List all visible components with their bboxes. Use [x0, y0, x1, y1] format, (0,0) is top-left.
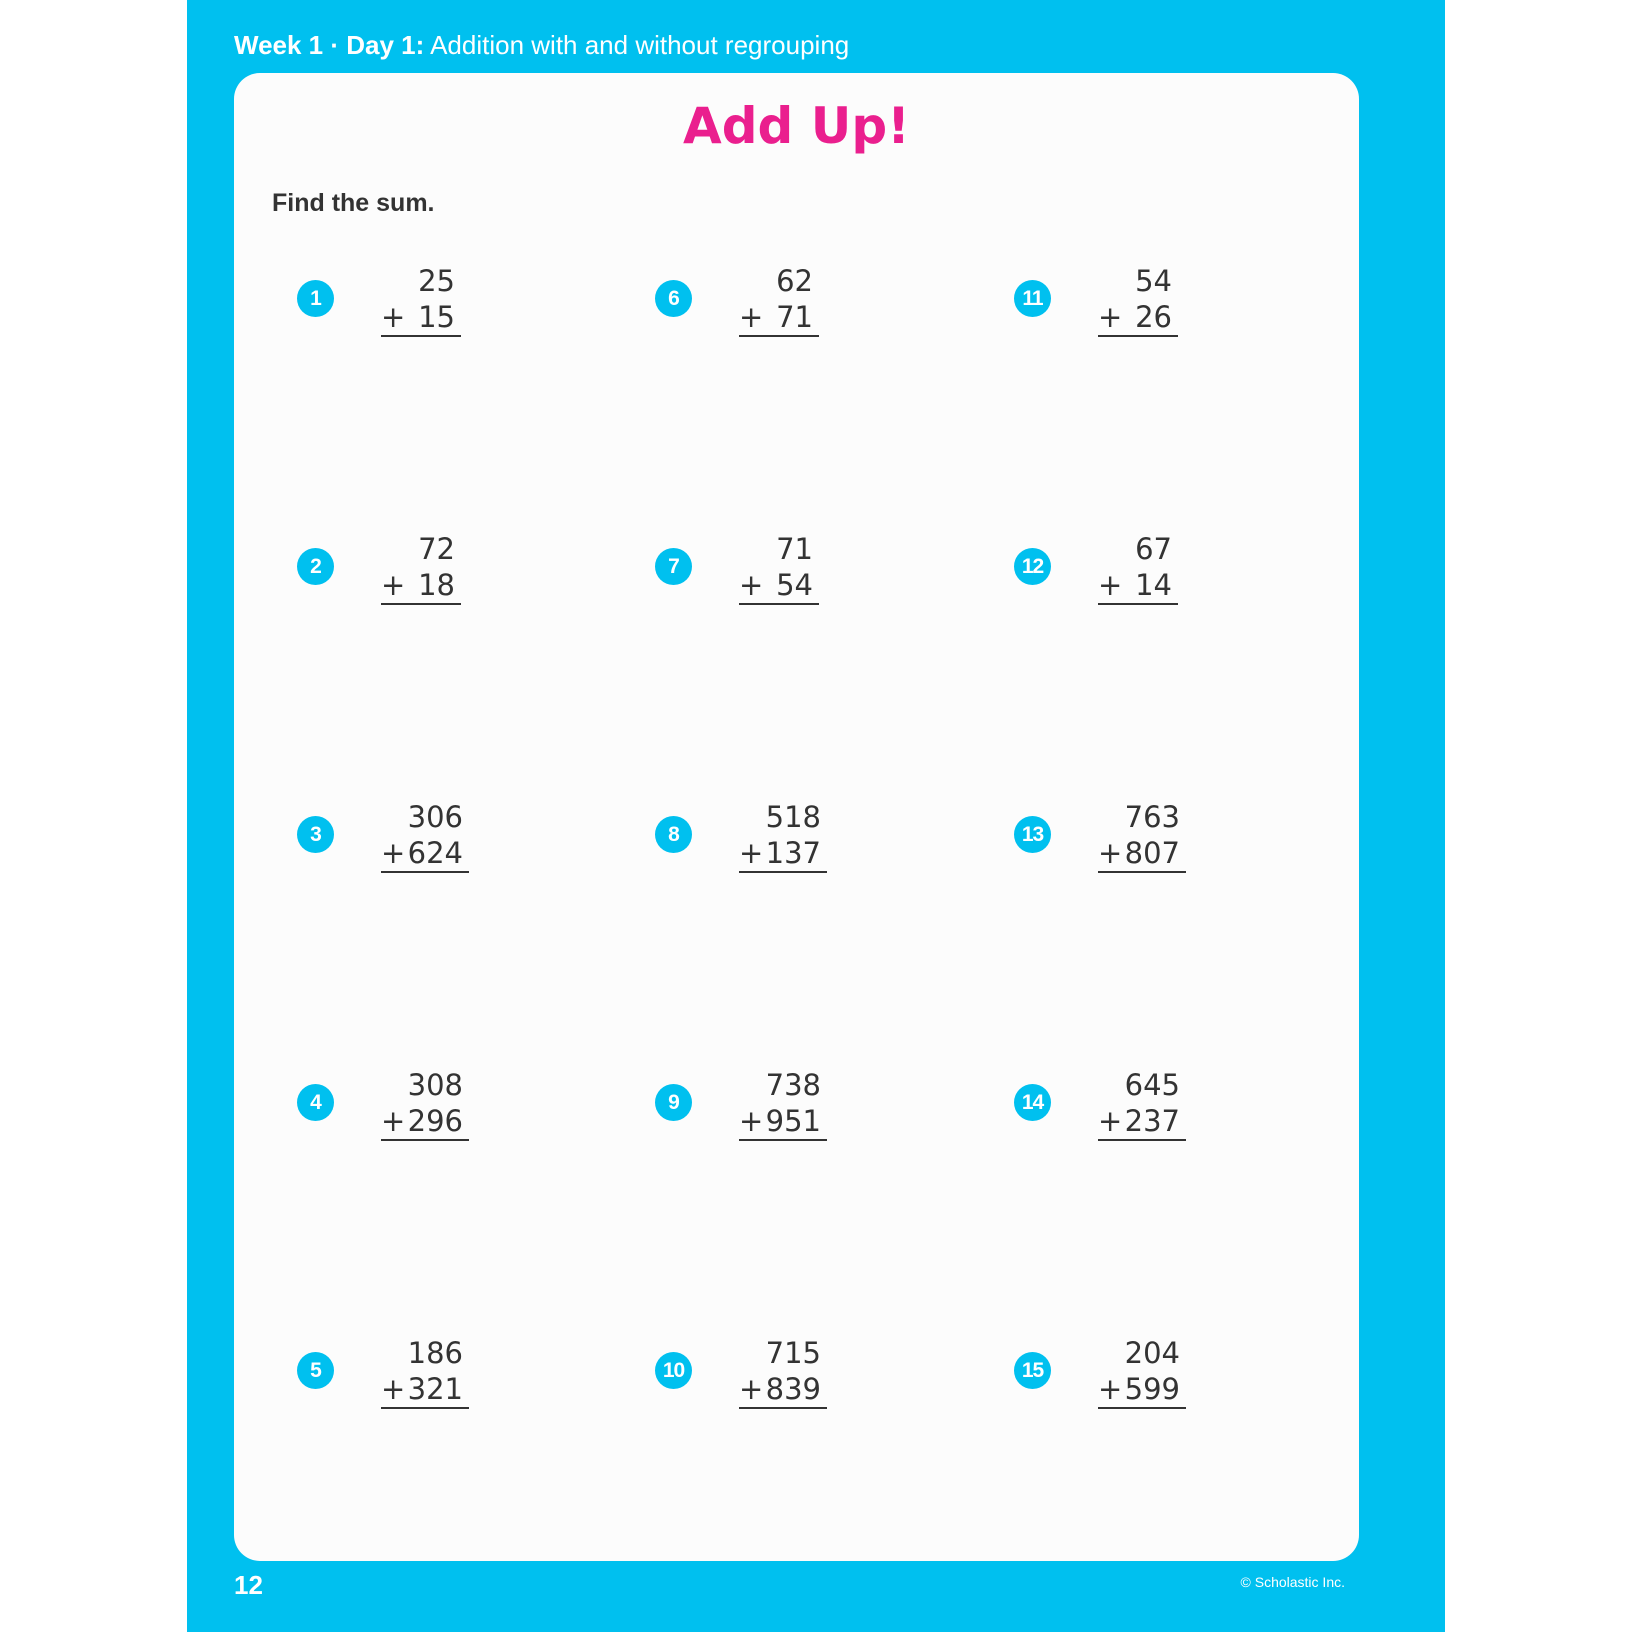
problem-number-badge: 7 [655, 548, 692, 585]
problem-9 [655, 1068, 955, 1167]
addition-stack [1098, 1067, 1186, 1141]
addend-bottom: 296 [407, 1104, 463, 1138]
bottom-row [1098, 1371, 1186, 1409]
problem-number-badge: 1 [297, 280, 334, 317]
addend-top: 67 [1135, 532, 1172, 566]
addend-top: 54 [1135, 264, 1172, 298]
addend-bottom: 14 [1135, 568, 1172, 602]
header-topic: Addition with and without regrouping [430, 30, 850, 60]
problem-number-badge: 5 [297, 1352, 334, 1389]
addend-bottom: 951 [765, 1104, 821, 1138]
addition-stack [381, 1335, 469, 1409]
problem-15 [1014, 1336, 1314, 1435]
header-week-day: Week 1 · Day 1: [234, 30, 425, 60]
addend-bottom: 807 [1124, 836, 1180, 870]
problem-3 [297, 800, 597, 899]
addition-stack [1098, 531, 1178, 605]
plus-sign: + [1098, 1372, 1123, 1406]
plus-sign: + [739, 1104, 764, 1138]
problem-number-badge: 8 [655, 816, 692, 853]
addition-stack [381, 1067, 469, 1141]
addend-bottom: 137 [765, 836, 821, 870]
problem-number-badge: 4 [297, 1084, 334, 1121]
problem-number-badge: 11 [1014, 280, 1051, 317]
bottom-row [739, 299, 819, 337]
addend-top: 186 [407, 1336, 463, 1370]
addend-top: 25 [418, 264, 455, 298]
addend-bottom: 321 [407, 1372, 463, 1406]
problem-number-badge: 2 [297, 548, 334, 585]
problem-number-badge: 14 [1014, 1084, 1051, 1121]
plus-sign: + [739, 568, 764, 602]
plus-sign: + [381, 568, 406, 602]
addend-top: 518 [765, 800, 821, 834]
bottom-row [739, 567, 819, 605]
problem-number-badge: 3 [297, 816, 334, 853]
addition-stack [739, 1067, 827, 1141]
addition-stack [1098, 263, 1178, 337]
bottom-row [739, 1103, 827, 1141]
addend-top: 738 [765, 1068, 821, 1102]
problem-6 [655, 264, 955, 363]
addend-top: 204 [1124, 1336, 1180, 1370]
bottom-row [1098, 1103, 1186, 1141]
addend-top: 715 [765, 1336, 821, 1370]
problem-1 [297, 264, 597, 363]
bottom-row [739, 835, 827, 873]
bottom-row [739, 1371, 827, 1409]
addend-top: 306 [407, 800, 463, 834]
plus-sign: + [739, 300, 764, 334]
addend-bottom: 839 [765, 1372, 821, 1406]
problem-11 [1014, 264, 1314, 363]
addend-bottom: 15 [418, 300, 455, 334]
plus-sign: + [1098, 1104, 1123, 1138]
plus-sign: + [381, 836, 406, 870]
worksheet-page [187, 0, 1445, 1632]
addend-top: 71 [776, 532, 813, 566]
problem-number-badge: 6 [655, 280, 692, 317]
bottom-row [381, 1103, 469, 1141]
problem-14 [1014, 1068, 1314, 1167]
problem-13 [1014, 800, 1314, 899]
page-title: Add Up! [683, 97, 910, 155]
addend-top: 645 [1124, 1068, 1180, 1102]
addition-stack [1098, 799, 1186, 873]
plus-sign: + [739, 836, 764, 870]
page-header [234, 30, 849, 61]
addend-bottom: 599 [1124, 1372, 1180, 1406]
addition-stack [739, 799, 827, 873]
addend-top: 72 [418, 532, 455, 566]
bottom-row [1098, 567, 1178, 605]
addend-bottom: 624 [407, 836, 463, 870]
plus-sign: + [381, 300, 406, 334]
addition-stack [1098, 1335, 1186, 1409]
page-number: 12 [234, 1570, 263, 1600]
plus-sign: + [1098, 836, 1123, 870]
worksheet-card [234, 73, 1359, 1561]
bottom-row [381, 835, 469, 873]
problem-10 [655, 1336, 955, 1435]
plus-sign: + [739, 1372, 764, 1406]
problem-8 [655, 800, 955, 899]
problem-7 [655, 532, 955, 631]
addend-top: 308 [407, 1068, 463, 1102]
bottom-row [381, 567, 461, 605]
addend-top: 62 [776, 264, 813, 298]
addition-stack [739, 531, 819, 605]
addend-bottom: 54 [776, 568, 813, 602]
addend-bottom: 26 [1135, 300, 1172, 334]
instructions: Find the sum. [272, 189, 435, 217]
plus-sign: + [1098, 300, 1123, 334]
bottom-row [381, 1371, 469, 1409]
problem-5 [297, 1336, 597, 1435]
problem-12 [1014, 532, 1314, 631]
addition-stack [739, 263, 819, 337]
addend-bottom: 71 [776, 300, 813, 334]
bottom-row [1098, 835, 1186, 873]
bottom-row [381, 299, 461, 337]
problem-number-badge: 9 [655, 1084, 692, 1121]
problem-2 [297, 532, 597, 631]
addition-stack [739, 1335, 827, 1409]
addend-bottom: 237 [1124, 1104, 1180, 1138]
addend-bottom: 18 [418, 568, 455, 602]
addend-top: 763 [1124, 800, 1180, 834]
bottom-row [1098, 299, 1178, 337]
problem-number-badge: 12 [1014, 548, 1051, 585]
plus-sign: + [381, 1104, 406, 1138]
problem-4 [297, 1068, 597, 1167]
problem-number-badge: 15 [1014, 1352, 1051, 1389]
plus-sign: + [1098, 568, 1123, 602]
addition-stack [381, 531, 461, 605]
addition-stack [381, 799, 469, 873]
copyright-notice: © Scholastic Inc. [1240, 1574, 1345, 1590]
problem-number-badge: 13 [1014, 816, 1051, 853]
addition-stack [381, 263, 461, 337]
plus-sign: + [381, 1372, 406, 1406]
problem-number-badge: 10 [655, 1352, 692, 1389]
